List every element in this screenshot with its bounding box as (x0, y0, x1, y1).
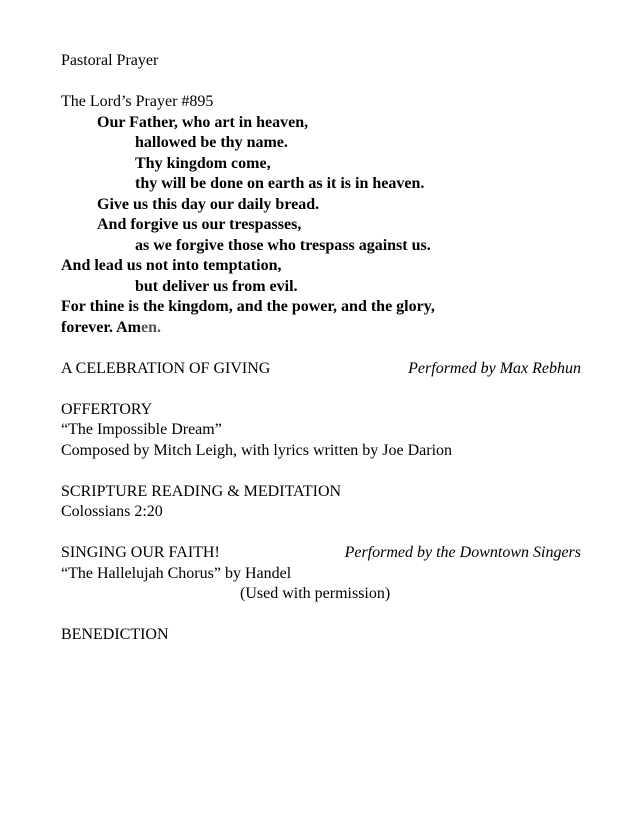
scripture-reference: Colossians 2:20 (61, 503, 163, 520)
singing-piece: “The Hallelujah Chorus” by Handel (61, 564, 292, 582)
prayer-line: And lead us not into temptation, (61, 257, 282, 274)
offertory-credit: Composed by Mitch Leigh, with lyrics written by Joe Darion (61, 441, 453, 459)
singing-heading: SINGING OUR FAITH! (61, 544, 220, 561)
spacer (61, 461, 581, 482)
spacer (61, 523, 581, 544)
prayer-line: Give us this day our daily bread. (97, 195, 320, 213)
scripture-heading: SCRIPTURE READING & MEDITATION (61, 482, 342, 500)
spacer (61, 605, 581, 626)
pastoral-prayer-heading: Pastoral Prayer (61, 52, 159, 69)
prayer-line: And forgive us our trespasses, (97, 216, 302, 233)
celebration-heading: A CELEBRATION OF GIVING (61, 359, 271, 377)
prayer-line: but deliver us from evil. (135, 277, 298, 295)
prayer-line: Thy kingdom come, (135, 154, 271, 172)
prayer-closing-end: en. (140, 318, 161, 336)
offertory-title: “The Impossible Dream” (61, 421, 222, 438)
benediction-heading: BENEDICTION (61, 626, 169, 643)
prayer-line: Our Father, who art in heaven, (97, 113, 309, 131)
singing-performer: Performed by the Downtown Singers (344, 544, 581, 561)
prayer-closing-line (61, 318, 581, 339)
prayer-closing-start: forever. Am (61, 318, 141, 336)
lords-prayer-title: The Lord’s Prayer #895 (61, 93, 214, 110)
singing-row (61, 543, 581, 564)
prayer-line: as we forgive those who trespass against us. (135, 236, 431, 254)
prayer-line: thy will be done on earth as it is in heaven. (135, 175, 425, 192)
spacer (61, 72, 581, 93)
spacer (61, 379, 581, 400)
prayer-line: hallowed be thy name. (135, 134, 288, 151)
offertory-heading: OFFERTORY (61, 400, 153, 418)
celebration-performer: Performed by Max Rebhun (408, 359, 581, 377)
bulletin-page (61, 51, 581, 646)
prayer-line: For thine is the kingdom, and the power, and the glory, (61, 298, 435, 315)
celebration-row (61, 359, 581, 380)
spacer (61, 338, 581, 359)
singing-permission: (Used with permission) (240, 585, 391, 602)
